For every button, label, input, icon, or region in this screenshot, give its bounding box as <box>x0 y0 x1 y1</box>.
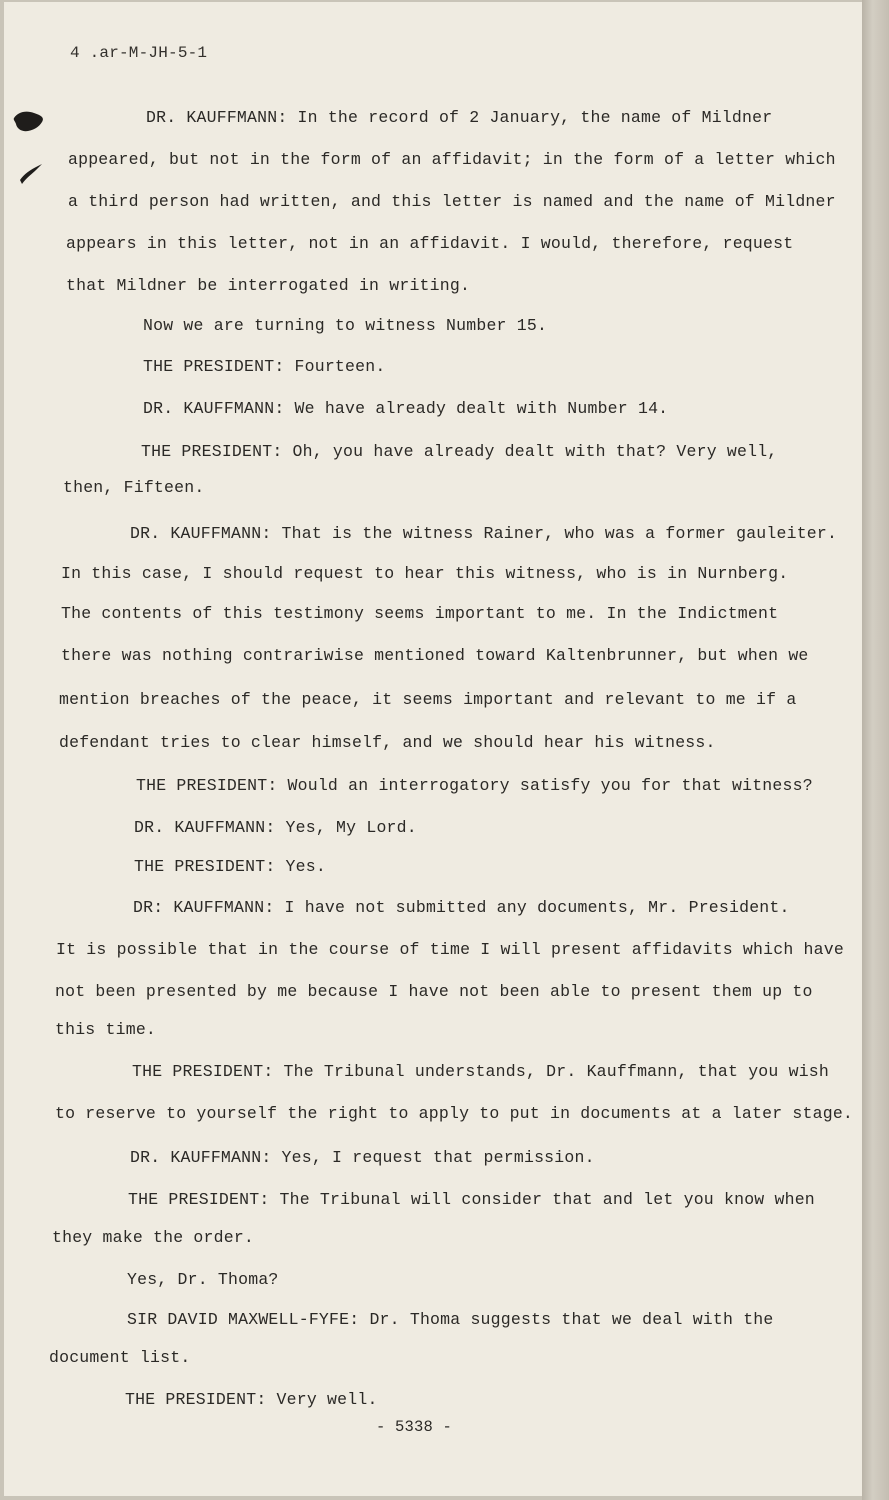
text-line: not been presented by me because I have not been able to present them up to <box>55 982 813 1001</box>
text-line: DR. KAUFFMANN: Yes, I request that permission. <box>130 1148 595 1167</box>
text-line: THE PRESIDENT: Fourteen. <box>143 357 386 376</box>
text-line: THE PRESIDENT: Very well. <box>125 1390 378 1409</box>
text-line: In this case, I should request to hear this witness, who is in Nurnberg. <box>61 564 789 583</box>
page-edge <box>862 0 889 1500</box>
text-line: THE PRESIDENT: The Tribunal will consider that and let you know when <box>128 1190 815 1209</box>
text-line: DR: KAUFFMANN: I have not submitted any documents, Mr. President. <box>133 898 790 917</box>
text-line: Yes, Dr. Thoma? <box>127 1270 279 1289</box>
text-line: that Mildner be interrogated in writing. <box>66 276 471 295</box>
text-line: appears in this letter, not in an affidavit. I would, therefore, request <box>66 234 794 253</box>
text-line: DR. KAUFFMANN: We have already dealt with Number 14. <box>143 399 669 418</box>
text-line: SIR DAVID MAXWELL-FYFE: Dr. Thoma suggests that we deal with the <box>127 1310 774 1329</box>
text-line: THE PRESIDENT: Yes. <box>134 857 326 876</box>
text-line: there was nothing contrariwise mentioned toward Kaltenbrunner, but when we <box>61 646 809 665</box>
text-line: to reserve to yourself the right to apply to put in documents at a later stage. <box>55 1104 854 1123</box>
text-line: then, Fifteen. <box>63 478 205 497</box>
page-header-ref: 4 .ar-M-JH-5-1 <box>70 44 208 62</box>
text-line: THE PRESIDENT: Would an interrogatory satisfy you for that witness? <box>136 776 813 795</box>
ink-blot-mark <box>12 108 46 136</box>
text-line: DR. KAUFFMANN: Yes, My Lord. <box>134 818 417 837</box>
text-line: Now we are turning to witness Number 15. <box>143 316 548 335</box>
text-line: DR. KAUFFMANN: That is the witness Rainer, who was a former gauleiter. <box>130 524 838 543</box>
text-line: appeared, but not in the form of an affidavit; in the form of a letter which <box>68 150 836 169</box>
text-line: THE PRESIDENT: The Tribunal understands, Dr. Kauffmann, that you wish <box>132 1062 830 1081</box>
text-line: document list. <box>49 1348 191 1367</box>
text-line: they make the order. <box>52 1228 255 1247</box>
text-line: this time. <box>55 1020 157 1039</box>
text-line: DR. KAUFFMANN: In the record of 2 January, the name of Mildner <box>146 108 773 127</box>
text-line: It is possible that in the course of time I will present affidavits which have <box>56 940 844 959</box>
text-line: a third person had written, and this letter is named and the name of Mildner <box>68 192 836 211</box>
text-line: The contents of this testimony seems important to me. In the Indictment <box>61 604 779 623</box>
text-line: defendant tries to clear himself, and we should hear his witness. <box>59 733 716 752</box>
text-line: mention breaches of the peace, it seems important and relevant to me if a <box>59 690 797 709</box>
page-number: - 5338 - <box>376 1418 453 1436</box>
text-line: THE PRESIDENT: Oh, you have already dealt with that? Very well, <box>141 442 778 461</box>
ink-scribble-mark <box>16 158 46 188</box>
